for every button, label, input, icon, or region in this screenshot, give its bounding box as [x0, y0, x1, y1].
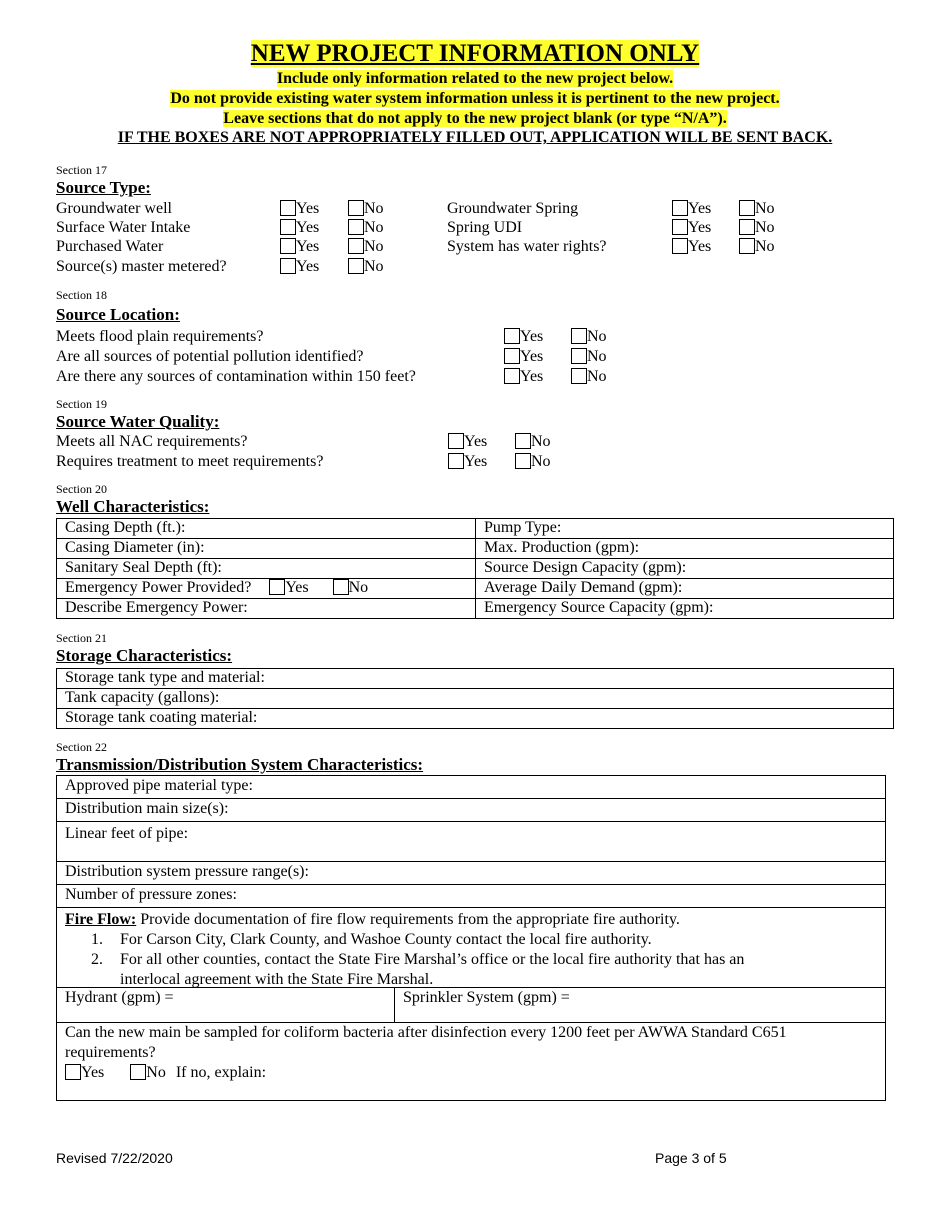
groundwater-well-yes[interactable]: Yes [280, 199, 319, 219]
pollution-identified-label: Are all sources of potential pollution identified? [56, 348, 364, 365]
average-daily-demand-field[interactable]: Average Daily Demand (gpm): [476, 579, 894, 599]
checkbox[interactable] [504, 368, 520, 384]
hydrant-sprinkler-row [57, 988, 885, 1023]
max-production-field[interactable]: Max. Production (gpm): [476, 539, 894, 559]
section-19-heading: Source Water Quality: [56, 412, 220, 431]
contamination-yes[interactable]: Yes [504, 367, 543, 387]
master-metered-no[interactable]: No [348, 257, 384, 277]
checkbox[interactable] [348, 238, 364, 254]
section-21-number: Section 21 [56, 631, 107, 645]
revised-date: Revised 7/22/2020 [56, 1150, 173, 1166]
checkbox[interactable] [739, 238, 755, 254]
source-water-rights-label: System has water rights? [447, 238, 607, 255]
checkbox[interactable] [333, 579, 349, 595]
notice-line-1: Include only information related to the new project below. [276, 70, 674, 87]
checkbox[interactable] [571, 348, 587, 364]
emergency-power-no[interactable]: No [333, 579, 369, 596]
fire-flow-text: Provide documentation of fire flow requirements from the appropriate fire authority. [136, 911, 680, 928]
checkbox[interactable] [280, 200, 296, 216]
checkbox[interactable] [348, 258, 364, 274]
notice-line-2-wrap [0, 90, 950, 108]
section-17-heading: Source Type: [56, 178, 151, 197]
tank-capacity-field[interactable]: Tank capacity (gallons): [57, 689, 894, 709]
coliform-explain-label: If no, explain: [175, 1064, 267, 1081]
requires-treatment-yes[interactable]: Yes [448, 452, 487, 472]
nac-requirements-label: Meets all NAC requirements? [56, 433, 248, 450]
checkbox[interactable] [672, 200, 688, 216]
main-size-field[interactable]: Distribution main size(s): [57, 799, 885, 822]
source-surface-water-label: Surface Water Intake [56, 219, 191, 236]
notice-line-2: Do not provide existing water system information unless it is pertinent to the new project. [170, 90, 780, 107]
coliform-block [57, 1023, 885, 1083]
checkbox[interactable] [130, 1064, 146, 1080]
coliform-no[interactable]: No [130, 1064, 166, 1081]
distribution-system-box [56, 775, 886, 1101]
section-17-number: Section 17 [56, 163, 107, 177]
table-row [57, 669, 894, 689]
checkbox[interactable] [739, 219, 755, 235]
notice-line-1-wrap [0, 70, 950, 88]
describe-emergency-power-field[interactable]: Describe Emergency Power: [57, 599, 476, 619]
fire-flow-item-1: 1. For Carson City, Clark County, and Washoe County contact the local fire authority. [91, 931, 652, 948]
contamination-no[interactable]: No [571, 367, 607, 387]
emergency-power-label: Emergency Power Provided? [65, 579, 252, 596]
table-row [57, 599, 894, 619]
checkbox[interactable] [739, 200, 755, 216]
surface-water-yes[interactable]: Yes [280, 218, 319, 238]
pump-type-field[interactable]: Pump Type: [476, 519, 894, 539]
fire-flow-label: Fire Flow: [65, 911, 137, 928]
checkbox[interactable] [65, 1064, 81, 1080]
checkbox[interactable] [280, 238, 296, 254]
checkbox[interactable] [280, 258, 296, 274]
water-rights-yes[interactable]: Yes [672, 237, 711, 257]
table-row [57, 579, 894, 599]
requires-treatment-no[interactable]: No [515, 452, 551, 472]
page-title: NEW PROJECT INFORMATION ONLY [250, 40, 700, 67]
sanitary-seal-depth-field[interactable]: Sanitary Seal Depth (ft): [57, 559, 476, 579]
surface-water-no[interactable]: No [348, 218, 384, 238]
storage-tank-type-field[interactable]: Storage tank type and material: [57, 669, 894, 689]
section-20-heading: Well Characteristics: [56, 497, 210, 516]
source-groundwater-well-label: Groundwater well [56, 200, 172, 217]
emergency-power-cell [57, 579, 476, 599]
table-row [57, 689, 894, 709]
source-design-capacity-field[interactable]: Source Design Capacity (gpm): [476, 559, 894, 579]
table-row [57, 559, 894, 579]
hydrant-field[interactable]: Hydrant (gpm) = [57, 988, 395, 1022]
page-title-wrap [0, 40, 950, 68]
purchased-water-yes[interactable]: Yes [280, 237, 319, 257]
section-21-heading: Storage Characteristics: [56, 646, 233, 665]
well-characteristics-table [56, 518, 894, 619]
page-number: Page 3 of 5 [655, 1150, 727, 1166]
sprinkler-field[interactable]: Sprinkler System (gpm) = [403, 989, 570, 1006]
groundwater-spring-yes[interactable]: Yes [672, 199, 711, 219]
checkbox[interactable] [348, 200, 364, 216]
table-row [57, 519, 894, 539]
casing-diameter-field[interactable]: Casing Diameter (in): [57, 539, 476, 559]
notice-line-3-wrap [0, 110, 950, 128]
water-rights-no[interactable]: No [739, 237, 775, 257]
nac-requirements-no[interactable]: No [515, 432, 551, 452]
pressure-range-field[interactable]: Distribution system pressure range(s): [57, 862, 885, 885]
checkbox[interactable] [269, 579, 285, 595]
checkbox[interactable] [448, 453, 464, 469]
coliform-answer [65, 1063, 877, 1083]
contamination-150ft-label: Are there any sources of contamination within 150 feet? [56, 368, 416, 385]
coliform-yes[interactable]: Yes [65, 1064, 104, 1081]
source-master-metered-label: Source(s) master metered? [56, 258, 227, 275]
coliform-question: Can the new main be sampled for coliform bacteria after disinfection every 1200 feet per AWWA Standard C651 requirements? [65, 1024, 787, 1061]
tank-coating-field[interactable]: Storage tank coating material: [57, 709, 894, 729]
pollution-identified-yes[interactable]: Yes [504, 347, 543, 367]
nac-requirements-yes[interactable]: Yes [448, 432, 487, 452]
purchased-water-no[interactable]: No [348, 237, 384, 257]
warning-line: IF THE BOXES ARE NOT APPROPRIATELY FILLED OUT, APPLICATION WILL BE SENT BACK. [117, 129, 833, 146]
section-22-heading: Transmission/Distribution System Characteristics: [56, 755, 424, 774]
source-spring-udi-label: Spring UDI [447, 219, 523, 236]
checkbox[interactable] [515, 453, 531, 469]
checkbox[interactable] [672, 219, 688, 235]
checkbox[interactable] [515, 433, 531, 449]
requires-treatment-label: Requires treatment to meet requirements? [56, 453, 324, 470]
table-row [57, 709, 894, 729]
flood-plain-yes[interactable]: Yes [504, 327, 543, 347]
groundwater-spring-no[interactable]: No [739, 199, 775, 219]
checkbox[interactable] [280, 219, 296, 235]
section-18-heading: Source Location: [56, 305, 180, 324]
master-metered-yes[interactable]: Yes [280, 257, 319, 277]
pressure-zones-field[interactable]: Number of pressure zones: [57, 885, 885, 908]
groundwater-well-no[interactable]: No [348, 199, 384, 219]
fire-flow-item-2: 2. For all other counties, contact the State Fire Marshal’s office or the local fire authority that has an interlocal agreement with the State Fire Marshal. [91, 951, 745, 988]
section-19-number: Section 19 [56, 397, 107, 411]
checkbox[interactable] [571, 368, 587, 384]
checkbox[interactable] [348, 219, 364, 235]
section-20-number: Section 20 [56, 482, 107, 496]
linear-feet-field[interactable]: Linear feet of pipe: [57, 822, 885, 862]
table-row [57, 539, 894, 559]
pollution-identified-no[interactable]: No [571, 347, 607, 367]
flood-plain-no[interactable]: No [571, 327, 607, 347]
section-18-number: Section 18 [56, 288, 107, 302]
checkbox[interactable] [504, 328, 520, 344]
emergency-power-yes[interactable]: Yes [269, 579, 308, 596]
flood-plain-label: Meets flood plain requirements? [56, 328, 264, 345]
spring-udi-no[interactable]: No [739, 218, 775, 238]
source-purchased-water-label: Purchased Water [56, 238, 164, 255]
checkbox[interactable] [504, 348, 520, 364]
checkbox[interactable] [571, 328, 587, 344]
emergency-source-capacity-field[interactable]: Emergency Source Capacity (gpm): [476, 599, 894, 619]
pipe-material-field[interactable]: Approved pipe material type: [57, 776, 885, 799]
fire-flow-block [57, 908, 885, 988]
source-groundwater-spring-label: Groundwater Spring [447, 200, 579, 217]
checkbox[interactable] [672, 238, 688, 254]
section-22-number: Section 22 [56, 740, 107, 754]
checkbox[interactable] [448, 433, 464, 449]
spring-udi-yes[interactable]: Yes [672, 218, 711, 238]
notice-line-3: Leave sections that do not apply to the new project blank (or type “N/A”). [223, 110, 727, 127]
casing-depth-field[interactable]: Casing Depth (ft.): [57, 519, 476, 539]
storage-characteristics-table [56, 668, 894, 729]
